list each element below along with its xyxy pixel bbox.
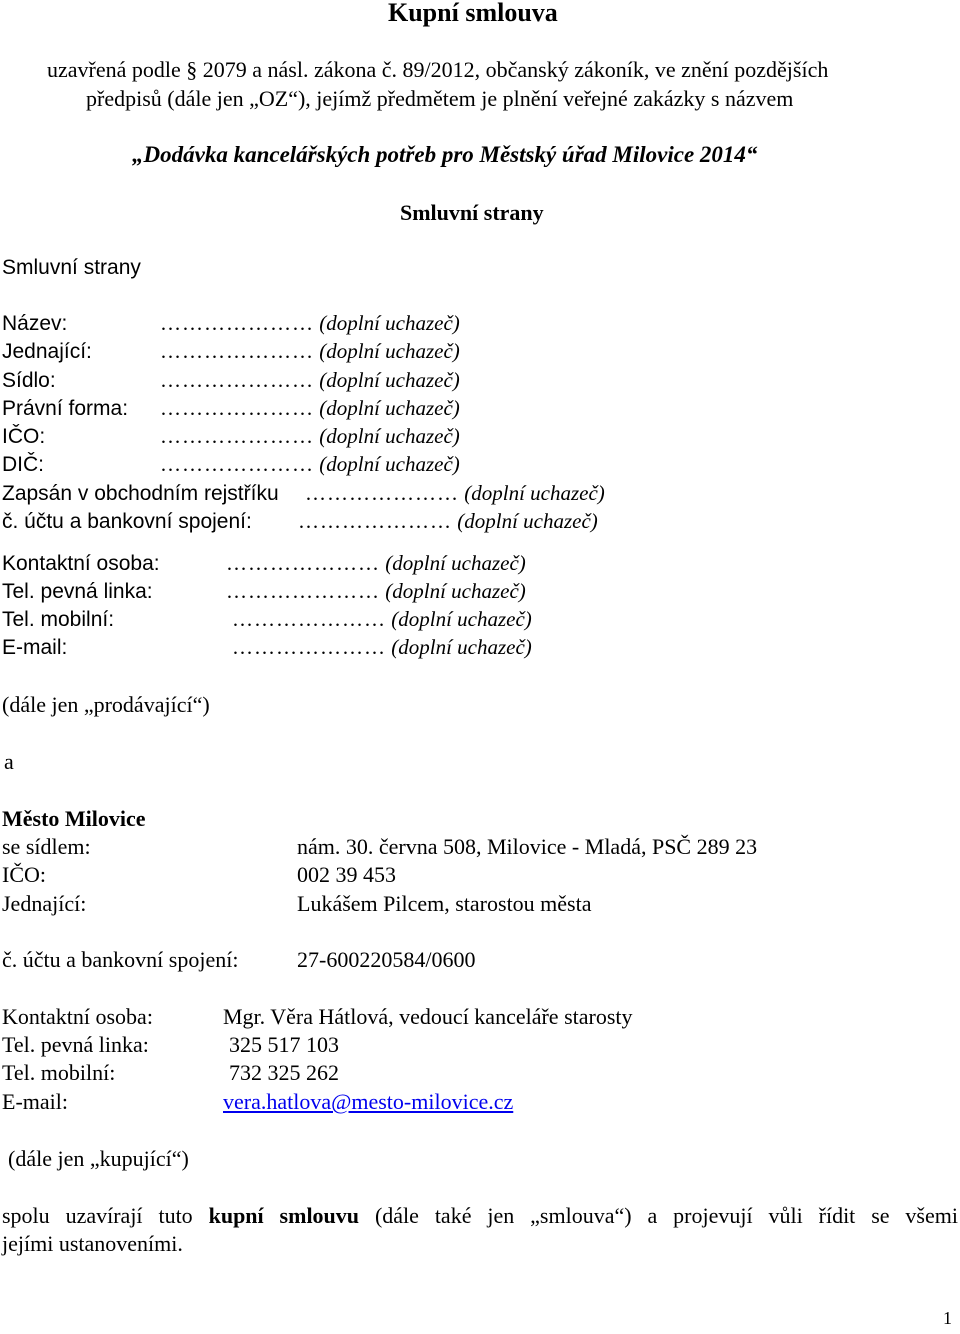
buyer-landline-value: 325 517 103 [229, 1032, 339, 1057]
closing-bold: kupní smlouvu [208, 1203, 360, 1228]
placeholder-dots: ………………… [305, 481, 459, 505]
placeholder-dots: ………………… [226, 551, 380, 575]
seller-bank-label: č. účtu a bankovní spojení: [2, 510, 252, 533]
placeholder-note: (doplní uchazeč) [319, 452, 460, 476]
buyer-contact-person-label: Kontaktní osoba: [2, 1004, 153, 1029]
placeholder-dots: ………………… [160, 396, 314, 420]
buyer-email-link[interactable]: vera.hatlova@mesto-milovice.cz [223, 1089, 514, 1114]
placeholder-note: (doplní uchazeč) [319, 311, 460, 335]
subtitle-line-1: uzavřená podle § 2079 a násl. zákona č. 89/2012, občanský zákoník, ve znění pozdějších [47, 57, 829, 82]
seller-email-label: E-mail: [2, 636, 68, 659]
buyer-landline-label: Tel. pevná linka: [2, 1032, 149, 1057]
parties-heading: Smluvní strany [2, 256, 141, 279]
placeholder-dots: ………………… [160, 339, 314, 363]
buyer-seat-label: se sídlem: [2, 834, 91, 859]
seller-representative-label: Jednající: [2, 340, 92, 363]
buyer-email-label: E-mail: [2, 1089, 68, 1114]
seller-landline-label: Tel. pevná linka: [2, 580, 153, 603]
parties-heading-bold: Smluvní strany [400, 200, 544, 225]
placeholder-dots: ………………… [226, 579, 380, 603]
placeholder-note: (doplní uchazeč) [457, 509, 598, 533]
seller-legal-form-label: Právní forma: [2, 397, 129, 420]
seller-alias: (dále jen „prodávající“) [2, 692, 210, 717]
buyer-name: Město Milovice [2, 806, 146, 831]
seller-representative-placeholder [160, 339, 460, 364]
closing-line-2: jejími ustanoveními. [2, 1231, 183, 1256]
seller-seat-label: Sídlo: [2, 369, 56, 392]
buyer-ico-label: IČO: [2, 862, 46, 887]
placeholder-note: (doplní uchazeč) [319, 368, 460, 392]
seller-dic-label: DIČ: [2, 453, 44, 476]
closing-post: (dále také jen „smlouva“) a projevují vůli řídit se všemi [359, 1203, 958, 1228]
page-title: Kupní smlouva [388, 0, 558, 27]
conjunction: a [4, 749, 14, 774]
seller-mobile-placeholder [232, 607, 532, 632]
placeholder-note: (doplní uchazeč) [385, 579, 526, 603]
placeholder-note: (doplní uchazeč) [319, 396, 460, 420]
placeholder-note: (doplní uchazeč) [319, 424, 460, 448]
placeholder-dots: ………………… [160, 368, 314, 392]
placeholder-note: (doplní uchazeč) [391, 635, 532, 659]
placeholder-note: (doplní uchazeč) [385, 551, 526, 575]
seller-name-label: Název: [2, 312, 68, 335]
seller-ico-placeholder [160, 424, 460, 449]
placeholder-note: (doplní uchazeč) [391, 607, 532, 631]
seller-register-label: Zapsán v obchodním rejstříku [2, 482, 279, 505]
buyer-seat-value: nám. 30. června 508, Milovice - Mladá, PSČ 289 23 [297, 834, 758, 859]
buyer-mobile-label: Tel. mobilní: [2, 1060, 116, 1085]
placeholder-dots: ………………… [160, 452, 314, 476]
seller-dic-placeholder [160, 452, 460, 477]
seller-name-placeholder [160, 311, 460, 336]
page-number: 1 [943, 1308, 952, 1328]
buyer-representative-label: Jednající: [2, 891, 87, 916]
seller-email-placeholder [232, 635, 532, 660]
seller-bank-placeholder [298, 509, 598, 534]
buyer-mobile-value: 732 325 262 [229, 1060, 339, 1085]
buyer-bank-value: 27-600220584/0600 [297, 947, 476, 972]
buyer-representative-value: Lukášem Pilcem, starostou města [297, 891, 592, 916]
placeholder-note: (doplní uchazeč) [464, 481, 605, 505]
seller-ico-label: IČO: [2, 425, 46, 448]
seller-mobile-label: Tel. mobilní: [2, 608, 115, 631]
placeholder-dots: ………………… [232, 607, 386, 631]
buyer-contact-person-value: Mgr. Věra Hátlová, vedoucí kanceláře starosty [223, 1004, 633, 1029]
seller-contact-person-label: Kontaktní osoba: [2, 552, 160, 575]
closing-pre: spolu uzavírají tuto [2, 1203, 209, 1228]
seller-landline-placeholder [226, 579, 526, 604]
closing-paragraph [2, 1202, 958, 1258]
placeholder-dots: ………………… [160, 311, 314, 335]
placeholder-dots: ………………… [232, 635, 386, 659]
subtitle-line-2: předpisů (dále jen „OZ“), jejímž předmětem je plnění veřejné zakázky s názvem [86, 86, 794, 111]
buyer-bank-label: č. účtu a bankovní spojení: [2, 947, 239, 972]
seller-contact-person-placeholder [226, 551, 526, 576]
seller-register-placeholder [305, 481, 605, 506]
placeholder-dots: ………………… [160, 424, 314, 448]
seller-seat-placeholder [160, 368, 460, 393]
closing-line-1 [2, 1202, 958, 1230]
buyer-ico-value: 002 39 453 [297, 862, 396, 887]
buyer-alias: (dále jen „kupující“) [8, 1146, 189, 1171]
seller-legal-form-placeholder [160, 396, 460, 421]
contract-name: „Dodávka kancelářských potřeb pro Městský úřad Milovice 2014“ [132, 142, 758, 167]
placeholder-note: (doplní uchazeč) [319, 339, 460, 363]
placeholder-dots: ………………… [298, 509, 452, 533]
